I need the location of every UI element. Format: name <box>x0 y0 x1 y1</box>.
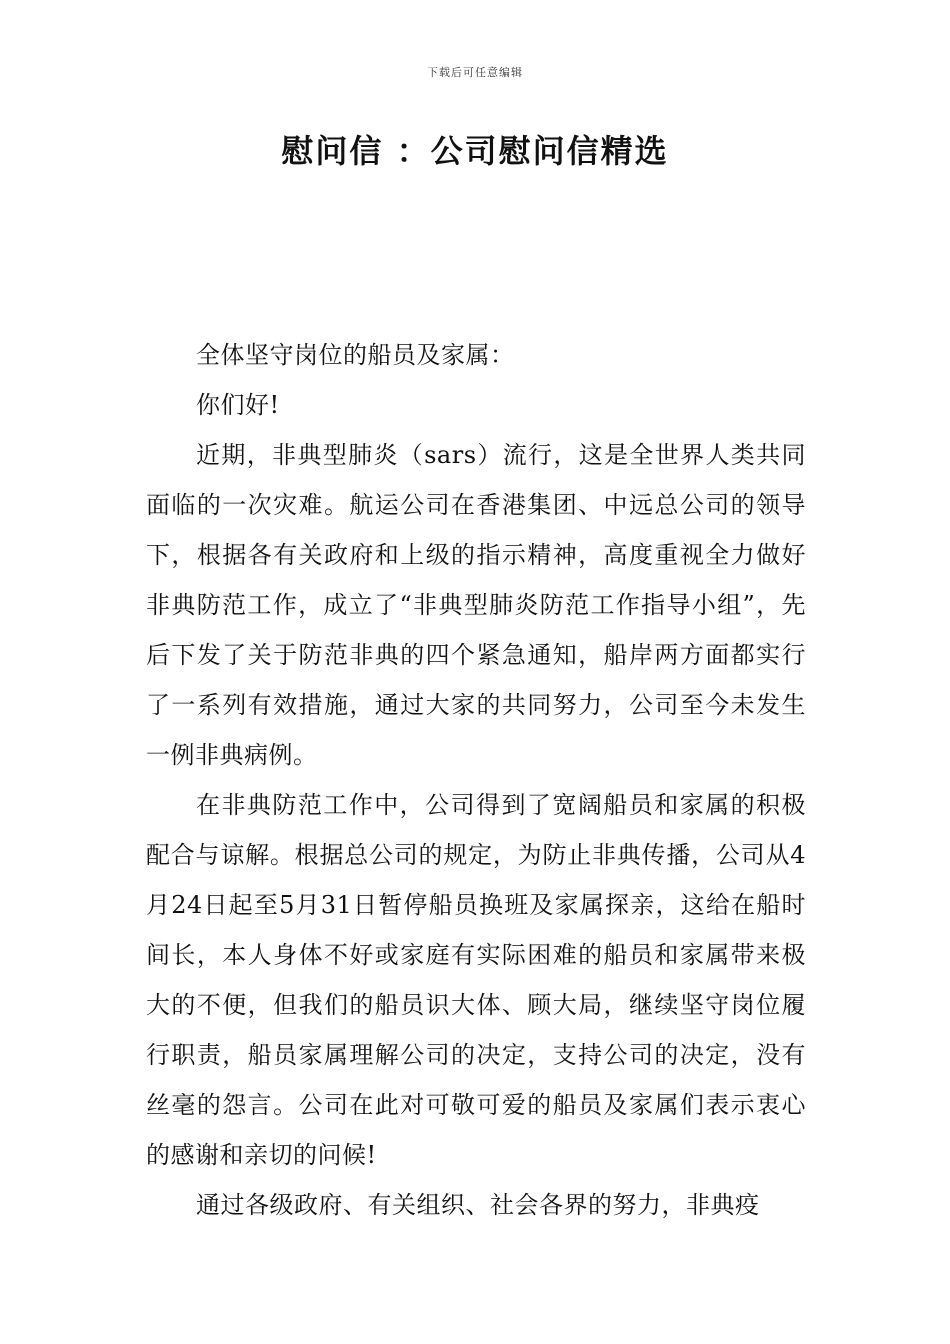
letter-body <box>146 330 806 1230</box>
greeting-paragraph: 你们好! <box>196 391 280 419</box>
document-title: 慰问信 ：公司慰问信精选 <box>281 132 669 170</box>
body-paragraph: 通过各级政府、有关组织、社会各界的努力，非典疫 <box>196 1191 760 1219</box>
body-paragraph: 近期，非典型肺炎（sars）流行，这是全世界人类共同面临的一次灾难。航运公司在香港集团、中远总公司的领导下，根据各有关政府和上级的指示精神，高度重视全力做好非典防范工作，成立了“非典型肺炎防范工作指导小组”，先后下发了关于防范非典的四个紧急通知，船岸两方面都实行了一系列有效措施，通过大家的共同努力，公司至今未发生一例非典病例。 <box>146 441 806 769</box>
salutation-paragraph: 全体坚守岗位的船员及家属： <box>196 341 515 369</box>
body-paragraph: 在非典防范工作中，公司得到了宽阔船员和家属的积极配合与谅解。根据总公司的规定，为防止非典传播，公司从4月24日起至5月31日暂停船员换班及家属探亲，这给在船时间长，本人身体不好或家庭有实际困难的船员和家属带来极大的不便，但我们的船员识大体、顾大局，继续坚守岗位履行职责，船员家属理解公司的决定，支持公司的决定，没有丝毫的怨言。公司在此对可敬可爱的船员及家属们表示衷心的感谢和亲切的问候! <box>146 791 806 1169</box>
header-note: 下载后可任意编辑 <box>427 66 523 79</box>
